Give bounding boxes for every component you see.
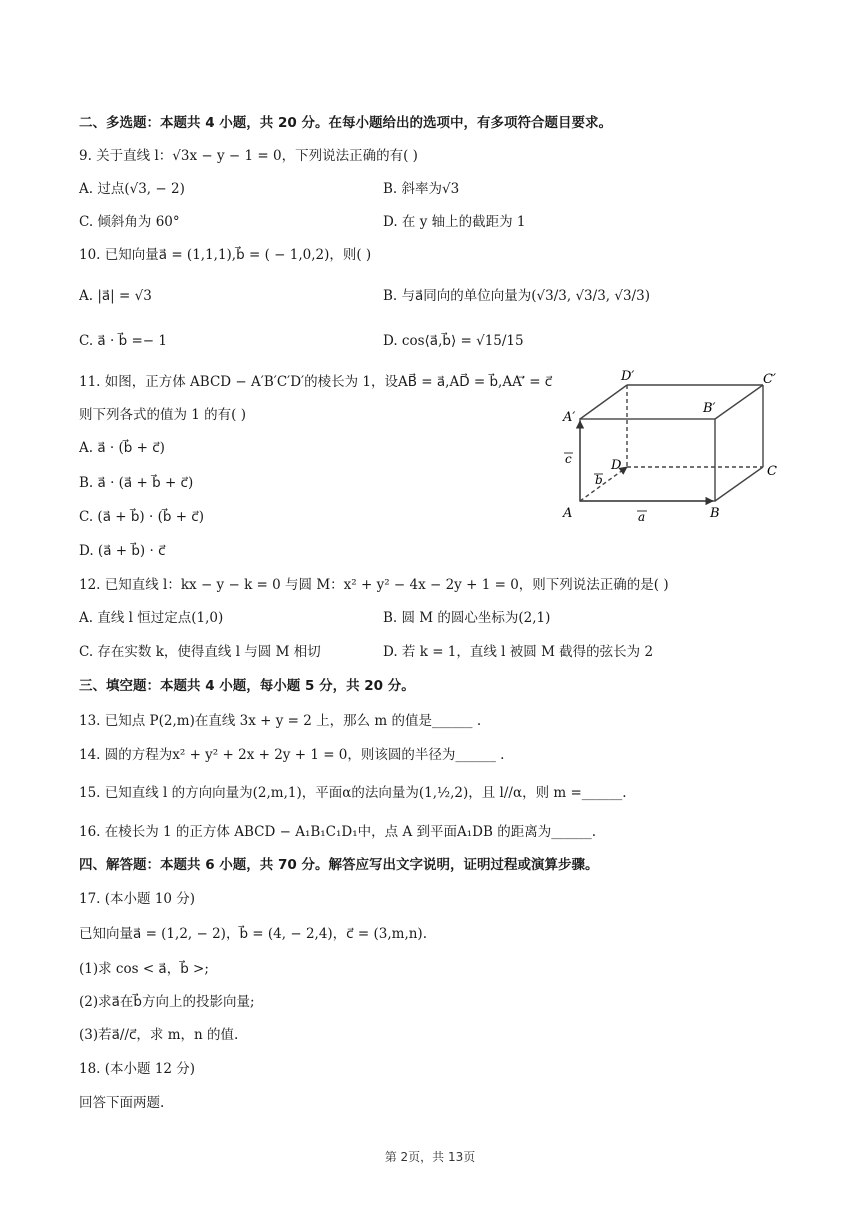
q17-part-2: (2)求a⃗在b⃗方向上的投影向量; [79, 994, 255, 1010]
cube-label-d1: D′ [621, 369, 635, 384]
cube-figure [555, 365, 795, 530]
q9-stem: 9. 关于直线 l：√3x − y − 1 = 0，下列说法正确的有( ) [79, 148, 418, 164]
q11-option-a: A. a⃗ · (b⃗ + c⃗) [79, 440, 165, 456]
q18-header: 18. (本小题 12 分) [79, 1061, 196, 1077]
q17-header: 17. (本小题 10 分) [79, 891, 196, 907]
cube-vector-b: b [595, 473, 603, 487]
q10-option-d: D. cos⟨a⃗,b⃗⟩ = √15/15 [383, 333, 524, 349]
q11-stem: 11. 如图，正方体 ABCD − A′B′C′D′的棱长为 1，设AB⃗ = a⃗,AD⃗ = b⃗,AA′⃗ = c⃗ [79, 374, 553, 390]
q12-option-c: C. 存在实数 k，使得直线 l 与圆 M 相切 [79, 644, 321, 660]
cube-label-a1: A′ [563, 410, 576, 425]
cube-label-c1: C′ [763, 372, 776, 387]
q12-option-d: D. 若 k = 1，直线 l 被圆 M 截得的弦长为 2 [383, 644, 654, 660]
q11-option-c: C. (a⃗ + b⃗) · (b⃗ + c⃗) [79, 509, 204, 525]
q11-option-d: D. (a⃗ + b⃗) · c⃗ [79, 543, 166, 559]
cube-label-a: A [563, 506, 573, 521]
cube-label-b1: B′ [703, 401, 716, 416]
q17-part-1: (1)求 cos < a⃗，b⃗ >; [79, 961, 209, 977]
cube-front-face [580, 419, 715, 501]
q15-text: 15. 已知直线 l 的方向向量为(2,m,1)，平面α的法向量为(1,½,2)，且 l//α，则 m =______. [79, 785, 627, 801]
q17-given: 已知向量a⃗ = (1,2, − 2)，b⃗ = (4, − 2,4)，c⃗ = (3,m,n). [79, 926, 427, 942]
q12-stem: 12. 已知直线 l：kx − y − k = 0 与圆 M：x² + y² − 4x − 2y + 1 = 0，则下列说法正确的是( ) [79, 577, 669, 593]
q9-option-c: C. 倾斜角为 60° [79, 214, 180, 230]
cube-label-c: C [767, 464, 777, 479]
section-multi-choice-heading: 二、多选题：本题共 4 小题，共 20 分。在每小题给出的选项中，有多项符合题目要求。 [79, 115, 612, 131]
q18-text: 回答下面两题. [79, 1095, 165, 1111]
q9-option-a: A. 过点(√3, − 2) [79, 181, 185, 197]
q11-option-b: B. a⃗ · (a⃗ + b⃗ + c⃗) [79, 475, 194, 491]
section-answer-heading: 四、解答题：本题共 6 小题，共 70 分。解答应写出文字说明，证明过程或演算步骤。 [79, 857, 599, 873]
q10-option-c: C. a⃗ · b⃗ =− 1 [79, 333, 167, 349]
q9-option-b: B. 斜率为√3 [383, 181, 460, 197]
page-footer: 第 2页，共 13页 [384, 1150, 476, 1164]
q12-option-a: A. 直线 l 恒过定点(1,0) [79, 610, 224, 626]
q16-text: 16. 在棱长为 1 的正方体 ABCD − A₁B₁C₁D₁中，点 A 到平面A₁DB 的距离为______. [79, 824, 596, 840]
cube-vector-a: a [638, 510, 646, 524]
cube-label-d: D [611, 458, 622, 473]
cube-vector-c: c [565, 452, 572, 466]
cube-label-b: B [710, 506, 720, 521]
section-fill-blank-heading: 三、填空题：本题共 4 小题，每小题 5 分，共 20 分。 [79, 678, 415, 694]
q10-option-b: B. 与a⃗同向的单位向量为(√3/3, √3/3, √3/3) [383, 288, 650, 304]
q11-stem-2: 则下列各式的值为 1 的有( ) [79, 407, 246, 423]
q9-option-d: D. 在 y 轴上的截距为 1 [383, 214, 526, 230]
q13-text: 13. 已知点 P(2,m)在直线 3x + y = 2 上，那么 m 的值是______ . [79, 713, 482, 729]
q10-option-a: A. |a⃗| = √3 [79, 288, 152, 304]
q17-part-3: (3)若a⃗//c⃗，求 m，n 的值. [79, 1027, 239, 1043]
q12-option-b: B. 圆 M 的圆心坐标为(2,1) [383, 610, 551, 626]
q10-stem: 10. 已知向量a⃗ = (1,1,1),b⃗ = ( − 1,0,2)，则( ) [79, 247, 372, 263]
q14-text: 14. 圆的方程为x² + y² + 2x + 2y + 1 = 0，则该圆的半径为______ . [79, 747, 505, 763]
